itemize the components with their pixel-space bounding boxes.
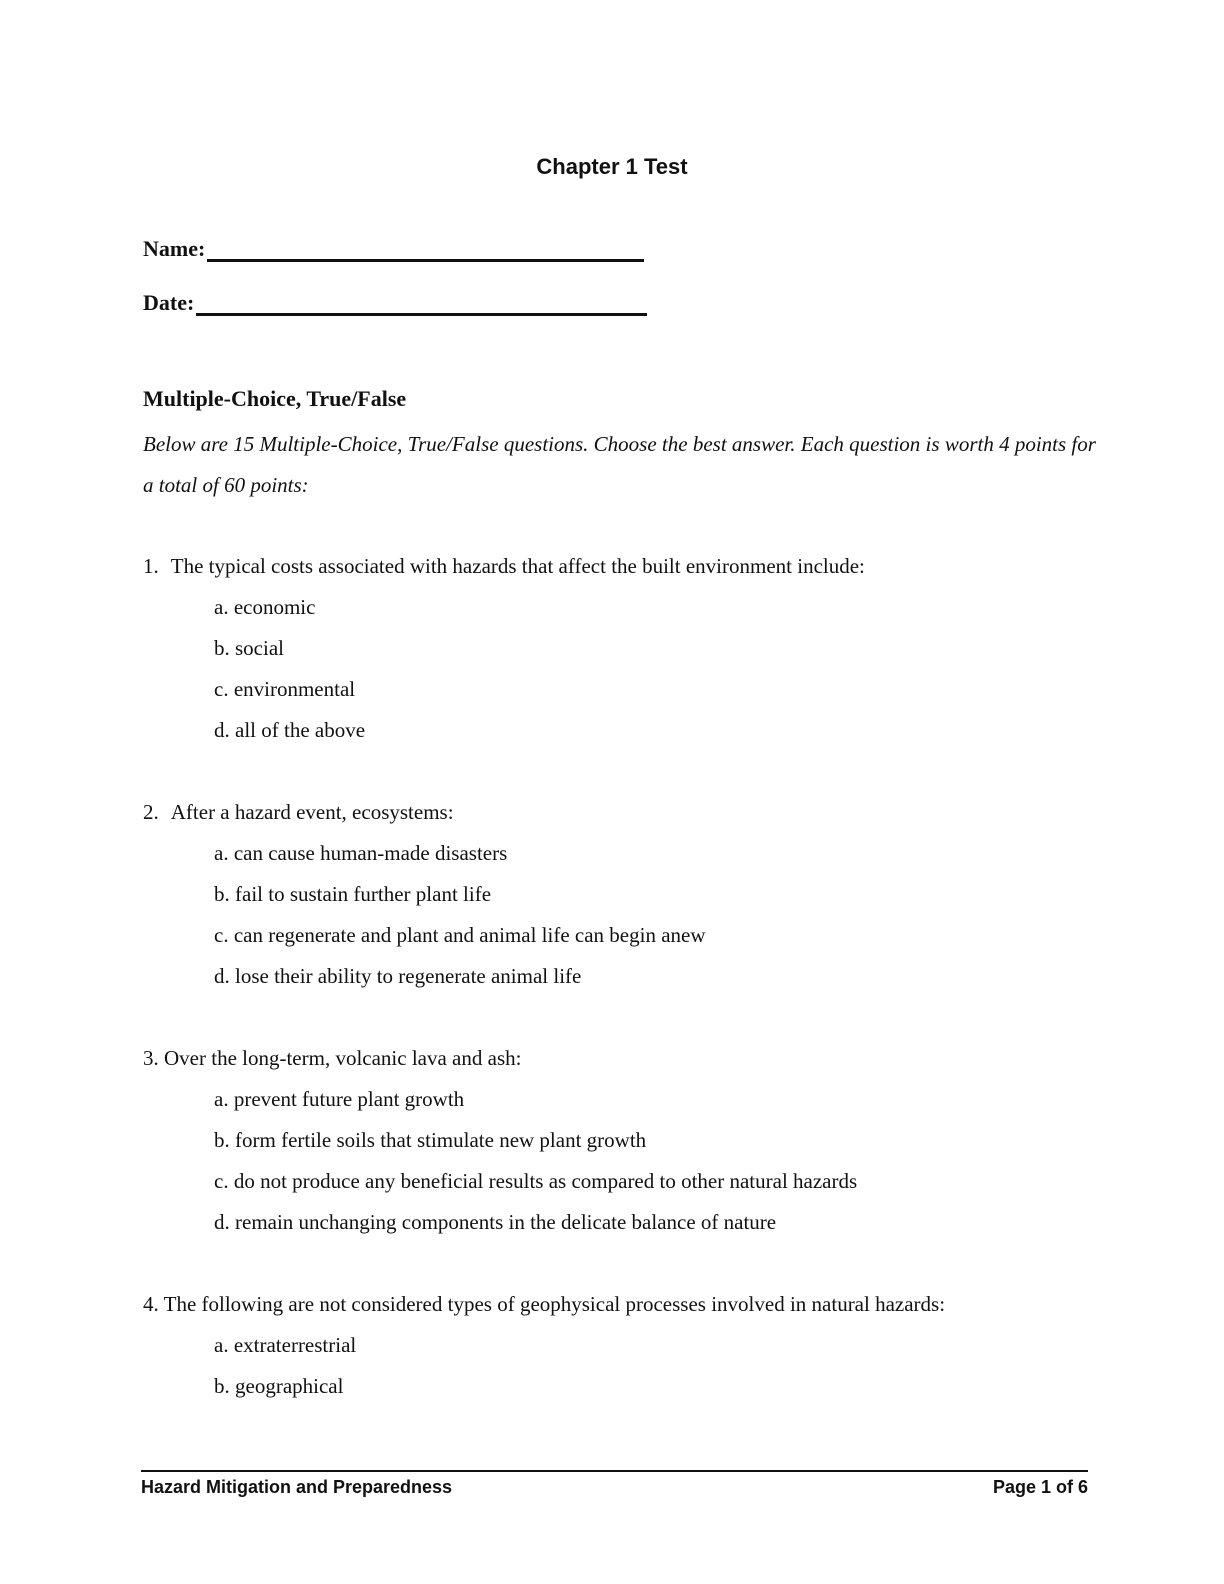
question-3-option-c[interactable]: c. do not produce any beneficial results as compared to other natural hazards [214, 1169, 858, 1193]
footer-page-number: Page 1 of 6 [992, 1477, 1088, 1497]
date-blank-line[interactable] [196, 291, 647, 316]
date-label: Date: [143, 290, 195, 315]
question-1-prompt: The typical costs associated with hazards that affect the built environment include: [170, 554, 865, 578]
question-2-text [143, 792, 1103, 833]
question-4-number: 4. [143, 1292, 159, 1316]
question-1-number: 1. [143, 554, 159, 578]
question-1-option-c[interactable]: c. environmental [214, 677, 356, 701]
question-2-option-a[interactable]: a. can cause human-made disasters [214, 841, 508, 865]
question-1-option-d[interactable]: d. all of the above [214, 718, 366, 742]
question-3-option-a[interactable]: a. prevent future plant growth [214, 1087, 465, 1111]
question-3-prompt: Over the long-term, volcanic lava and ash: [164, 1046, 522, 1070]
question-3-number: 3. [143, 1046, 159, 1070]
question-4-option-b[interactable]: b. geographical [214, 1374, 344, 1398]
question-2-options [143, 833, 1103, 997]
question-1-option-a[interactable]: a. economic [214, 595, 316, 619]
question-4-prompt: The following are not considered types of geophysical processes involved in natural hazards: [163, 1292, 946, 1316]
question-2 [143, 792, 1103, 997]
question-4-option-a[interactable]: a. extraterrestrial [214, 1333, 357, 1357]
page-footer [141, 1470, 1088, 1498]
question-3 [143, 1038, 1103, 1243]
question-2-option-b[interactable]: b. fail to sustain further plant life [214, 882, 492, 906]
question-3-option-b[interactable]: b. form fertile soils that stimulate new plant growth [214, 1128, 647, 1152]
question-3-option-d[interactable]: d. remain unchanging components in the delicate balance of nature [214, 1210, 777, 1234]
question-1 [143, 546, 1103, 751]
name-label: Name: [143, 236, 206, 261]
question-2-option-c[interactable]: c. can regenerate and plant and animal life can begin anew [214, 923, 706, 947]
question-2-prompt: After a hazard event, ecosystems: [170, 800, 454, 824]
question-3-text [143, 1038, 1103, 1079]
name-blank-line[interactable] [207, 237, 644, 262]
section-heading: Multiple-Choice, True/False [143, 386, 407, 411]
question-4-options [143, 1325, 1103, 1407]
name-field[interactable] [143, 236, 644, 262]
question-1-option-b[interactable]: b. social [214, 636, 284, 660]
date-field[interactable] [143, 290, 647, 316]
footer-course-title: Hazard Mitigation and Preparedness [141, 1477, 453, 1497]
question-4 [143, 1284, 1103, 1407]
question-2-option-d[interactable]: d. lose their ability to regenerate animal life [214, 964, 582, 988]
question-4-text [143, 1284, 1103, 1325]
question-2-number: 2. [143, 800, 159, 824]
instructions-text: Below are 15 Multiple-Choice, True/False questions. Choose the best answer. Each question is worth 4 points for a total of 60 points: [143, 432, 1096, 497]
question-3-options [143, 1079, 1103, 1243]
question-1-text [143, 546, 1103, 587]
page-title: Chapter 1 Test [536, 154, 688, 179]
question-1-options [143, 587, 1103, 751]
